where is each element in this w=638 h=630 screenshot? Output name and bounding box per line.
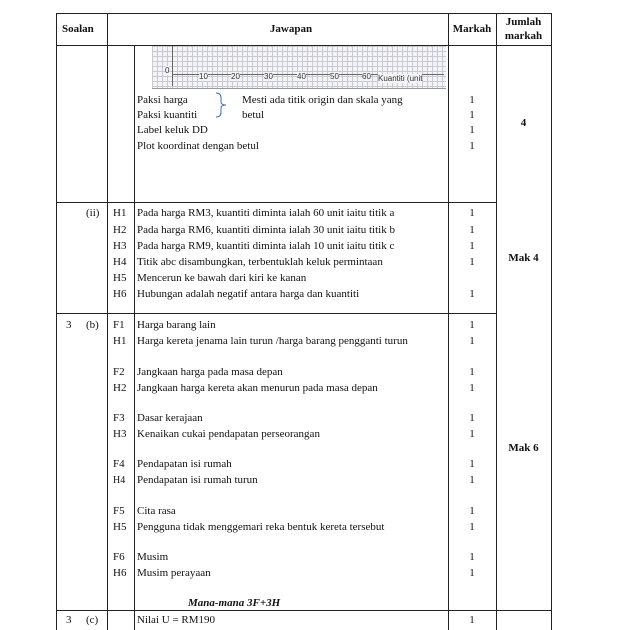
s3-row-10-text: Pengguna tidak menggemari reka bentuk kereta tersebut xyxy=(137,521,385,533)
graph-origin-label: 0 xyxy=(165,66,170,75)
s3-row-12-text: Musim perayaan xyxy=(137,567,211,579)
header-jawapan: Jawapan xyxy=(269,23,313,35)
s2-row-2-mark: 1 xyxy=(469,224,475,236)
s2-row-1-mark: 1 xyxy=(469,207,475,219)
s2-total: Mak 4 xyxy=(508,252,539,264)
s1-row-1-mark: 1 xyxy=(469,94,475,106)
s2-row-4-text: Titik abc disambungkan, terbentuklah keluk permintaan xyxy=(137,256,383,268)
s2-row-6-code: H6 xyxy=(113,288,127,300)
s3-row-9-code: F5 xyxy=(113,505,125,517)
s4-question-number: 3 xyxy=(66,614,72,626)
s1-total: 4 xyxy=(520,117,527,129)
s3-row-1-text: Harga barang lain xyxy=(137,319,216,331)
s3-row-6-mark: 1 xyxy=(469,428,475,440)
graph-tick-60: 60 xyxy=(362,72,371,81)
s2-label: (ii) xyxy=(86,207,100,219)
header-jumlah: Jumlah xyxy=(505,16,542,28)
s4-text: Nilai U = RM190 xyxy=(137,614,216,626)
graph-tick-30: 30 xyxy=(264,72,273,81)
s2-row-3-mark: 1 xyxy=(469,240,475,252)
s3-row-5-text: Dasar kerajaan xyxy=(137,412,203,424)
graph-y-axis xyxy=(172,46,173,86)
col-divider-code xyxy=(134,45,135,630)
s3-label: (b) xyxy=(86,319,99,331)
graph-x-label: Kuantiti (unit xyxy=(378,74,423,83)
s3-row-1-code: F1 xyxy=(113,319,125,331)
s2-row-3-text: Pada harga RM9, kuantiti diminta ialah 10 unit iaitu titik c xyxy=(137,240,395,252)
s2-row-2-code: H2 xyxy=(113,224,127,236)
s1-row-2-mark: 1 xyxy=(469,109,475,121)
s3-row-2-mark: 1 xyxy=(469,335,475,347)
s2-row-6-mark: 1 xyxy=(469,288,475,300)
s1-row-1-text: Paksi harga xyxy=(137,94,188,106)
s4-mark: 1 xyxy=(469,614,475,626)
graph-tick-20: 20 xyxy=(231,72,240,81)
s1-row-2-text: Paksi kuantiti xyxy=(137,109,198,121)
s3-row-6-code: H3 xyxy=(113,428,127,440)
s2-row-1-code: H1 xyxy=(113,207,127,219)
s3-row-6-text: Kenaikan cukai pendapatan perseorangan xyxy=(137,428,320,440)
s3-row-11-code: F6 xyxy=(113,551,125,563)
s2-row-4-mark: 1 xyxy=(469,256,475,268)
row-divider-3 xyxy=(56,610,551,611)
col-divider-soalan xyxy=(107,13,108,630)
header-soalan: Soalan xyxy=(62,23,94,35)
s3-row-8-mark: 1 xyxy=(469,474,475,486)
s1-note-line-2: betul xyxy=(242,109,264,121)
s3-row-8-text: Pendapatan isi rumah turun xyxy=(137,474,258,486)
s3-row-12-mark: 1 xyxy=(469,567,475,579)
s3-row-2-code: H1 xyxy=(113,335,127,347)
col-divider-markah xyxy=(496,13,497,630)
s3-row-7-code: F4 xyxy=(113,458,125,470)
s1-row-3-text: Label keluk DD xyxy=(137,124,208,136)
s3-question-number: 3 xyxy=(66,319,72,331)
s3-note: Mana-mana 3F+3H xyxy=(188,597,281,609)
s3-row-11-text: Musim xyxy=(137,551,169,563)
s3-row-3-code: F2 xyxy=(113,366,125,378)
s3-total: Mak 6 xyxy=(508,442,539,454)
row-divider-1 xyxy=(56,202,496,203)
s3-row-10-code: H5 xyxy=(113,521,127,533)
s3-row-1-mark: 1 xyxy=(469,319,475,331)
s3-row-7-mark: 1 xyxy=(469,458,475,470)
s2-row-2-text: Pada harga RM6, kuantiti diminta ialah 30 unit iaitu titik b xyxy=(137,224,395,236)
s3-row-5-code: F3 xyxy=(113,412,125,424)
header-markah: Markah xyxy=(452,23,492,35)
graph-tick-40: 40 xyxy=(297,72,306,81)
s3-row-3-mark: 1 xyxy=(469,366,475,378)
row-divider-2 xyxy=(56,313,496,314)
s3-row-9-text: Cita rasa xyxy=(137,505,176,517)
s3-row-10-mark: 1 xyxy=(469,521,475,533)
s2-row-3-code: H3 xyxy=(113,240,127,252)
s4-label: (c) xyxy=(86,614,99,626)
s3-row-4-mark: 1 xyxy=(469,382,475,394)
graph-tick-50: 50 xyxy=(330,72,339,81)
brace-icon xyxy=(215,92,227,118)
s3-row-8-code: H4 xyxy=(113,475,126,486)
demand-graph-fragment xyxy=(152,46,446,89)
s3-row-3-text: Jangkaan harga pada masa depan xyxy=(137,366,283,378)
s2-row-1-text: Pada harga RM3, kuantiti diminta ialah 60 unit iaitu titik a xyxy=(137,207,395,219)
col-border-right xyxy=(551,13,552,630)
s3-row-11-mark: 1 xyxy=(469,551,475,563)
s3-row-5-mark: 1 xyxy=(469,412,475,424)
s3-row-4-text: Jangkaan harga kereta akan menurun pada masa depan xyxy=(137,382,378,394)
s2-row-4-code: H4 xyxy=(113,256,127,268)
table-border-top xyxy=(56,13,551,14)
s1-row-4-text: Plot koordinat dengan betul xyxy=(137,140,259,152)
s3-row-7-text: Pendapatan isi rumah xyxy=(137,458,232,470)
header-markah-total: markah xyxy=(504,30,543,42)
col-border-left xyxy=(56,13,57,630)
s2-row-6-text: Hubungan adalah negatif antara harga dan kuantiti xyxy=(137,288,360,300)
s1-note-line-1: Mesti ada titik origin dan skala yang xyxy=(242,94,403,106)
s3-row-12-code: H6 xyxy=(113,567,127,579)
s1-row-4-mark: 1 xyxy=(469,140,475,152)
s3-row-9-mark: 1 xyxy=(469,505,475,517)
s2-row-5-code: H5 xyxy=(113,272,127,284)
s3-row-2-text: Harga kereta jenama lain turun /harga barang pengganti turun xyxy=(137,335,408,347)
s3-row-4-code: H2 xyxy=(113,382,127,394)
graph-tick-10: 10 xyxy=(199,72,208,81)
s2-row-5-text: Mencerun ke bawah dari kiri ke kanan xyxy=(137,272,307,284)
s1-row-3-mark: 1 xyxy=(469,124,475,136)
